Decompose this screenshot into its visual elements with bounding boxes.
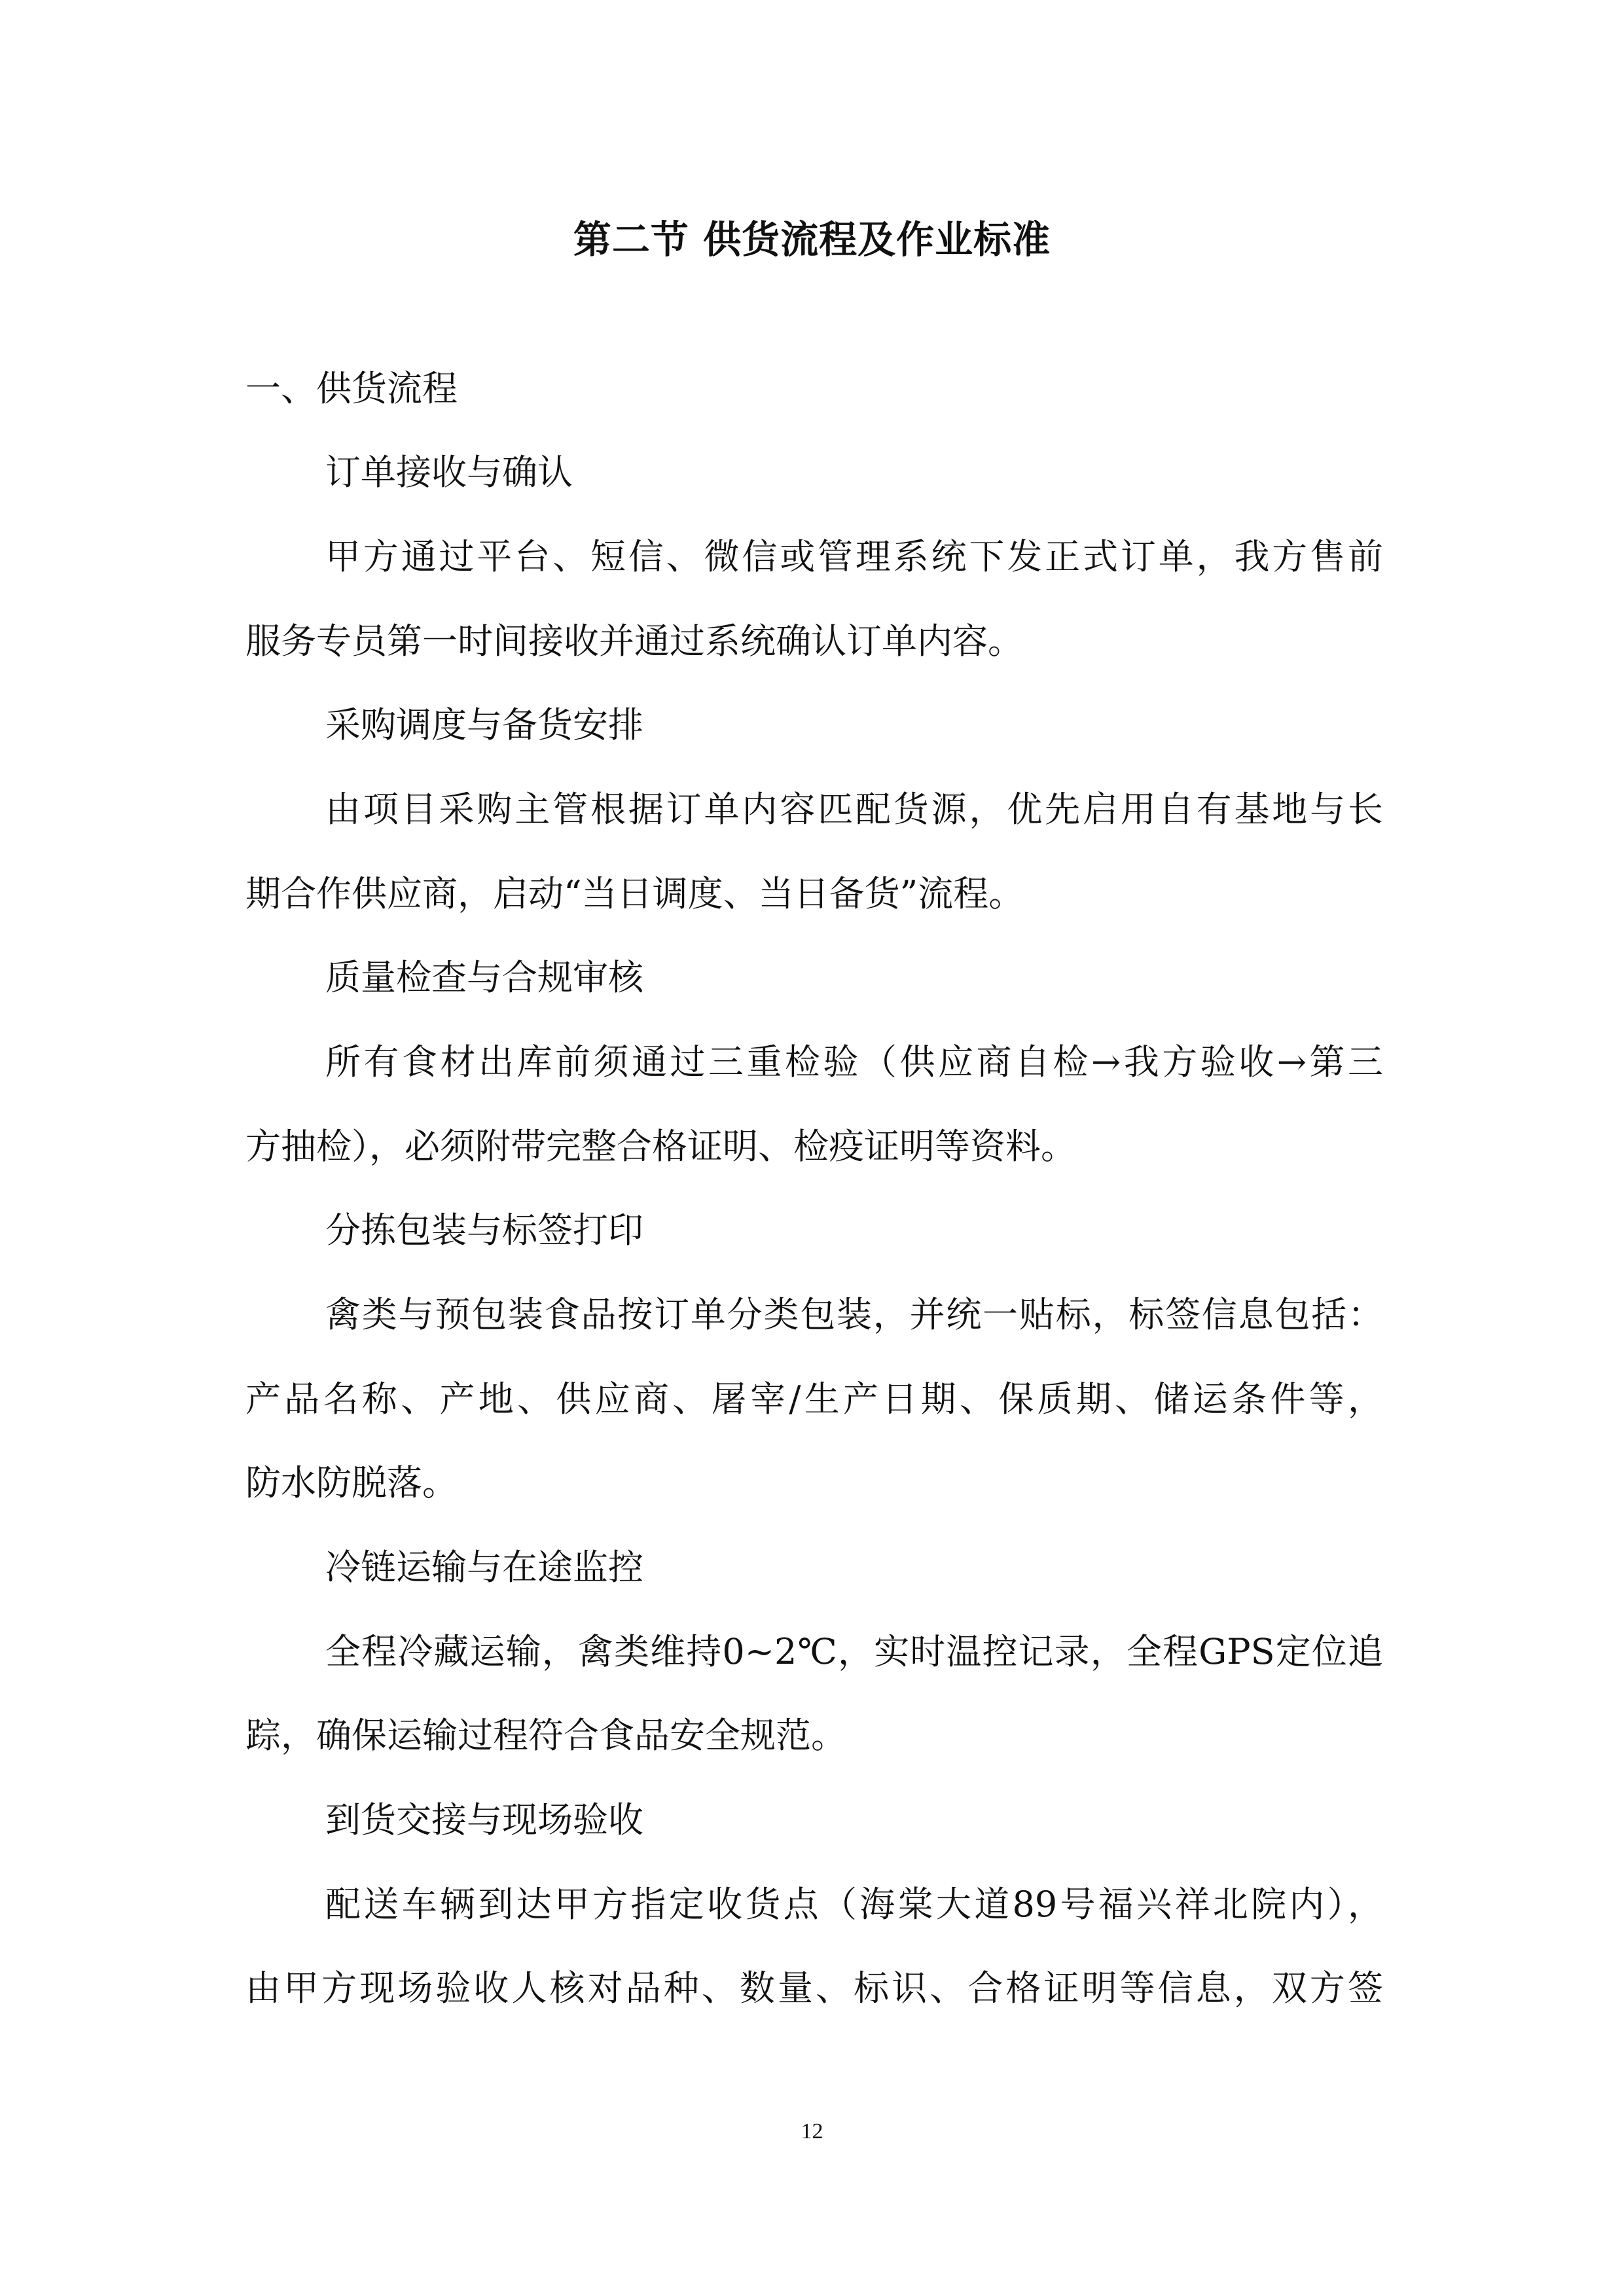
page-number: 12: [801, 2119, 823, 2144]
paragraph-line: 禽类与预包装食品按订单分类包装，并统一贴标，标签信息包括：: [325, 1294, 1383, 1335]
paragraph-line: 踪，确保运输过程符合食品安全规范。: [245, 1715, 846, 1756]
paragraph-line: 配送车辆到达甲方指定收货点（海棠大道89号福兴祥北院内），: [325, 1884, 1383, 1925]
step-heading-delivery-acceptance: 到货交接与现场验收: [325, 1799, 643, 1840]
paragraph-line: 方抽检），必须附带完整合格证明、检疫证明等资料。: [245, 1126, 1076, 1167]
paragraph-line: 防水防脱落。: [245, 1462, 458, 1503]
step-heading-sorting-packaging: 分拣包装与标签打印: [325, 1210, 643, 1251]
paragraph-line: 期合作供应商，启动“当日调度、当日备货”流程。: [245, 873, 1024, 914]
paragraph-line: 产品名称、产地、供应商、屠宰/生产日期、保质期、储运条件等，: [245, 1378, 1383, 1420]
paragraph-line: 所有食材出库前须通过三重检验（供应商自检→我方验收→第三: [325, 1041, 1383, 1083]
paragraph-line: 甲方通过平台、短信、微信或管理系统下发正式订单，我方售前: [325, 536, 1383, 577]
step-heading-quality-check: 质量检查与合规审核: [325, 957, 643, 998]
page-title: 第二节 供货流程及作业标准: [573, 217, 1051, 262]
paragraph-line: 由项目采购主管根据订单内容匹配货源，优先启用自有基地与长: [325, 789, 1383, 830]
paragraph-line: 全程冷藏运输，禽类维持0~2℃，实时温控记录，全程GPS定位追: [325, 1631, 1383, 1672]
paragraph-line: 由甲方现场验收人核对品种、数量、标识、合格证明等信息，双方签: [245, 1967, 1383, 2009]
paragraph-line: 服务专员第一时间接收并通过系统确认订单内容。: [245, 620, 1023, 662]
step-heading-order-receipt: 订单接收与确认: [325, 452, 573, 493]
step-heading-cold-chain: 冷链运输与在途监控: [325, 1547, 643, 1588]
section-heading: 一、供货流程: [245, 368, 458, 409]
step-heading-procurement: 采购调度与备货安排: [325, 704, 643, 745]
